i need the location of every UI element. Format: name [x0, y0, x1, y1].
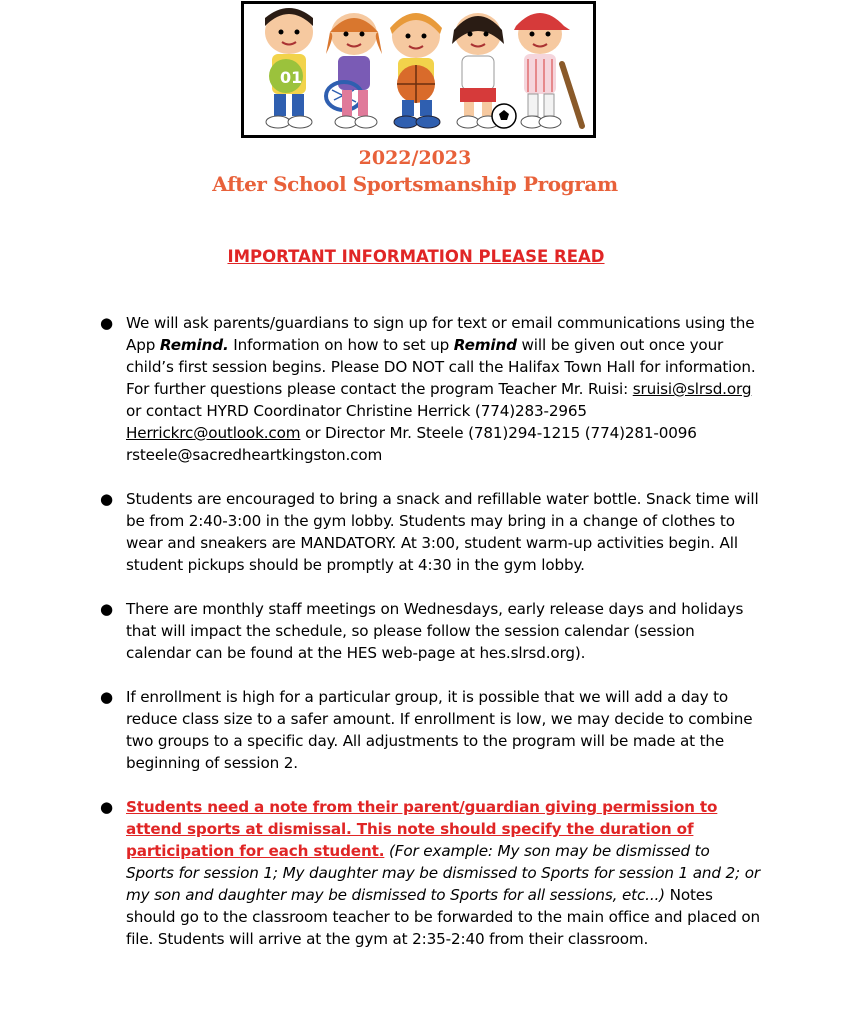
program-title: After School Sportsmanship Program [212, 172, 618, 196]
coordinator-email-link[interactable]: Herrickrc@outlook.com [126, 424, 301, 442]
info-item-permission-note: ● Students need a note from their parent/guardian giving permission to attend sports at dismissal. This note should specify the duration of participation for each student. (For example: My son may be dismissed to Sports for session 1; My daughter may be dismissed to Sports for session 1 and 2; or my son and daughter may be dismissed to Sports for all sessions, etc...) Notes should go to the classroom teacher to be forwarded to the main office and placed on file. Students will arrive at the gym at 2:35-2:40 from their classroom. [100, 798, 760, 948]
remind-app-name: Remind. [159, 336, 229, 354]
kids-sports-illustration [241, 1, 596, 138]
kid-5-figure [514, 13, 582, 128]
info-item-communications: ● We will ask parents/guardians to sign up for text or email communications using the App Remind. Information on how to set up Remind will be given out once your child’s first session begins. Please DO NOT call the Halifax Town Hall for information. For further questions please contact the program Teacher Mr. Ruisi: sruisi@slrsd.org or contact HYRD Coordinator Christine Herrick (774)283-2965 Herrickrc@outlook.com or Director Mr. Steele (781)294-1215 (774)281-0096 rsteele@sacredheartkingston.com [100, 314, 756, 464]
bullet-dot: ● [100, 600, 113, 618]
info-item-enrollment: ● If enrollment is high for a particular group, it is possible that we will add a day to reduce class size to a safer amount. If enrollment is low, we may decide to combine two groups to a specific day. All adjustments to the program will be made at the beginning of session 2. [100, 688, 753, 772]
kid-1-figure [265, 8, 313, 128]
permission-requirement: Students need a note from their parent/guardian giving permission to attend sports at dismissal. This note should specify the duration of participation for each student. [126, 798, 718, 860]
permission-example: (For example: My son may be dismissed to Sports for session 1; My daughter may be dismissed to Sports for session 1 and 2; or my son and daughter may be dismissed to Sports for all sessions, etc...) [126, 842, 760, 904]
kid-4-figure [452, 13, 516, 128]
important-notice-heading: IMPORTANT INFORMATION PLEASE READ [227, 247, 605, 266]
ball-number: 01 [280, 68, 303, 87]
information-list [100, 312, 760, 972]
teacher-email-link[interactable]: sruisi@slrsd.org [632, 380, 752, 398]
bullet-dot: ● [100, 314, 113, 332]
program-year: 2022/2023 [358, 147, 472, 169]
info-item-schedule: ● There are monthly staff meetings on Wednesdays, early release days and holidays that will impact the schedule, so please follow the session calendar (session calendar can be found at the HES web-page at hes.slrsd.org). [100, 600, 744, 662]
kid-2-figure [326, 13, 382, 128]
kid-3-figure [390, 13, 442, 128]
bullet-dot: ● [100, 490, 113, 508]
bullet-dot: ● [100, 798, 113, 816]
info-item-snack: ● Students are encouraged to bring a snack and refillable water bottle. Snack time will be from 2:40-3:00 in the gym lobby. Students may bring in a change of clothes to wear and sneakers are MANDATORY. At 3:00, student warm-up activities begin. All student pickups should be promptly at 4:30 in the gym lobby. [100, 490, 759, 574]
remind-app-name: Remind [453, 336, 517, 354]
bullet-dot: ● [100, 688, 113, 706]
